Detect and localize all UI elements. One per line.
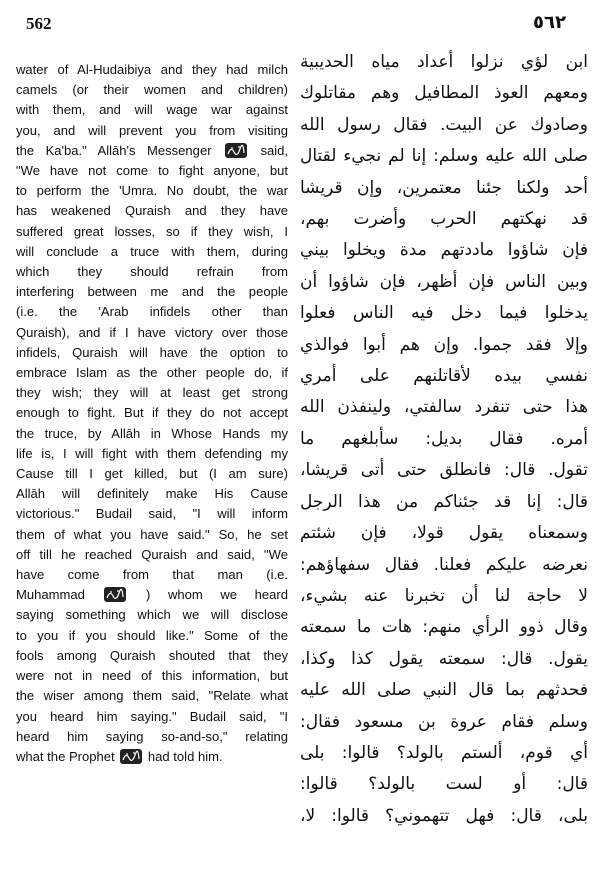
english-translation — [16, 60, 288, 767]
arabic-line: وقال ذوو الرأي منهم: هات ما سمعته — [300, 617, 588, 638]
arabic-line: أمره. فقال بديل: سأبلغهم ما — [300, 428, 588, 449]
english-line: you, and will prevent you from visiting — [16, 122, 288, 138]
arabic-line: يقول. قال: سمعته يقول كذا وكذا، — [300, 648, 588, 669]
english-line: Quraish), and if I have victory over those — [16, 324, 288, 340]
english-line: the truce, by Allāh in Whose Hands my — [16, 425, 288, 441]
arabic-line: فإن شاؤوا ماددتهم مدة ويخلوا بيني — [300, 240, 588, 261]
arabic-line: بلى، قال: فهل تتهموني؟ قالوا: لا، — [300, 805, 588, 826]
english-line: with them, and will wage war against — [16, 102, 288, 118]
english-line: fools among Quraish shouted that they — [16, 647, 288, 663]
english-line: Allāh will definitely make His Cause — [16, 486, 288, 502]
english-line: to you if you should like." Some of the — [16, 627, 288, 643]
salallahu-alaihi-wasallam-seal-icon — [225, 143, 247, 158]
arabic-line: صلى الله عليه وسلم: إنا لم نجيء لقتال — [300, 146, 588, 167]
english-line: victorious." Budail said, "I will inform — [16, 506, 288, 522]
english-line: saying something which we will disclose — [16, 607, 288, 623]
english-line: the Ka'ba." Allāh's Messenger said, — [16, 142, 289, 158]
page-number-right: ٥٦٢ — [533, 12, 566, 33]
english-line: camels (or their women and children) — [16, 82, 288, 98]
english-line: infidels, Quraish will have the option to — [16, 344, 288, 360]
english-line: life is, I will fight with them defending my — [16, 445, 288, 461]
english-line: which they should refrain from — [16, 264, 288, 280]
english-line: heard him saying so-and-so," relating — [16, 728, 288, 744]
arabic-line: قال: إنا قد جئناكم من هذا الرجل — [300, 491, 588, 512]
english-line: enough to fight. But if they do not accept — [16, 405, 288, 421]
arabic-line: لا حاجة لنا أن تخبرنا عنه بشيء، — [300, 585, 588, 606]
salallahu-alaihi-wasallam-seal-icon — [120, 749, 142, 764]
arabic-line: تقول. قال: فانطلق حتى أتى قريشا، — [300, 460, 588, 481]
english-line: Cause till I get killed, but (I am sure) — [16, 466, 288, 482]
arabic-line: قال: أو لست بالولد؟ قالوا: — [300, 774, 588, 795]
arabic-line: فحدثهم بما قال النبي صلى الله عليه — [300, 680, 588, 701]
page-number-left: 562 — [26, 14, 52, 33]
arabic-line: وإلا فقد جموا. وإن هم أبوا فوالذي — [300, 334, 588, 355]
arabic-line: أي قوم، ألستم بالولد؟ قالوا: بلى — [300, 742, 588, 763]
english-line: water of Al-Hudaibiya and they had milch — [16, 62, 288, 77]
english-line: embrace Islam as the other people do, if — [16, 365, 288, 381]
english-line: they wish; they will at least get strong — [16, 385, 288, 401]
english-line: Muhammad ) whom we heard — [16, 587, 288, 603]
english-line: them of what you have said." So, he set — [16, 526, 288, 542]
english-line: interfering between me and the people — [16, 284, 288, 300]
salallahu-alaihi-wasallam-seal-icon — [104, 587, 126, 602]
arabic-line: ابن لؤي نزلوا أعداد مياه الحديبية — [300, 52, 588, 72]
english-line: you heard him saying." Budail said, "I — [16, 708, 288, 724]
arabic-line: نفسي بيده لأقاتلنهم على أمري — [300, 366, 588, 387]
english-line: to perform the 'Umra. No doubt, the war — [16, 183, 288, 199]
arabic-line: هذا حتى تنفرد سالفتي، ولينفذن الله — [300, 397, 588, 418]
english-line: has weakened Quraish and they have — [16, 203, 288, 219]
arabic-line: وبين الناس فإن أظهر، فإن شاؤوا أن — [300, 271, 588, 292]
arabic-line: وسلم فقام عروة بن مسعود فقال: — [300, 711, 588, 732]
arabic-line: وسمعناه يقول قولا، فإن شئتم — [300, 523, 588, 544]
arabic-line: نعرضه عليكم فعلنا. فقال سفهاؤهم: — [300, 554, 588, 575]
arabic-line: يدخلوا فيما دخل فيه الناس فعلوا — [300, 303, 588, 324]
english-line: have come from that man (i.e. — [16, 567, 288, 583]
arabic-line: أحد ولكنا جئنا معتمرين، وإن قريشا — [300, 177, 588, 198]
english-line: were not in need of this information, but — [16, 668, 288, 684]
english-line: suffered great losses, so if they wish, I — [16, 223, 288, 239]
english-line: "We have not come to fight anyone, but — [16, 163, 288, 179]
arabic-line: وصادوك عن البيت. فقال رسول الله — [300, 114, 588, 135]
english-line: off till he reached Quraish and said, "We — [16, 546, 288, 562]
english-line: (i.e. the 'Arab infidels other than — [16, 304, 288, 320]
arabic-line: ومعهم العوذ المطافيل وهم مقاتلوك — [300, 83, 588, 104]
english-line: will conclude a truce with them, during — [16, 243, 288, 259]
arabic-line: قد نهكتهم الحرب وأضرت بهم، — [300, 209, 588, 230]
arabic-text — [300, 47, 588, 832]
english-line: what the Prophet had told him. — [16, 748, 223, 764]
english-line: the wiser among them said, "Relate what — [16, 688, 288, 704]
